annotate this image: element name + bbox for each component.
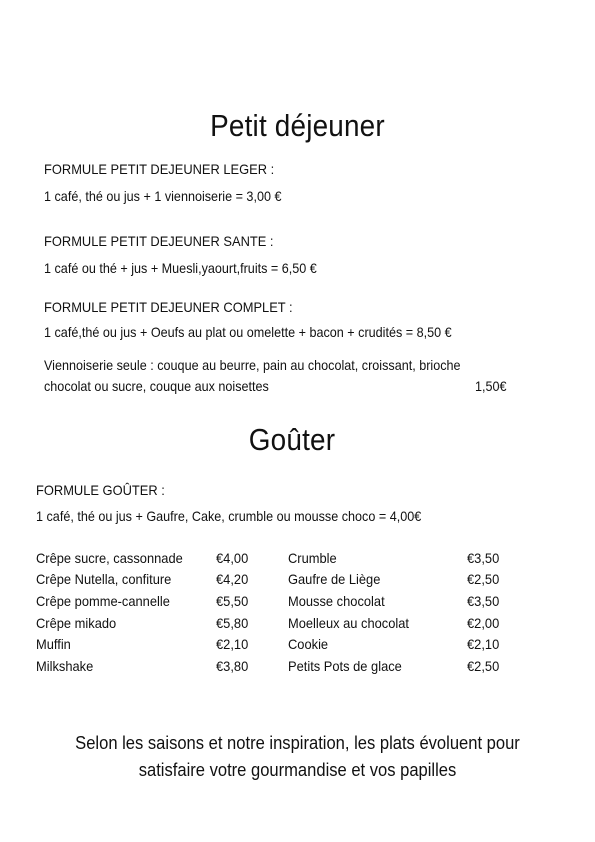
formula-title-leger: FORMULE PETIT DEJEUNER LEGER : (44, 161, 275, 177)
menu-item-price: €2,00 (467, 615, 500, 631)
menu-item-name: Cookie (288, 636, 329, 652)
menu-item-price: €4,00 (216, 550, 249, 566)
footer-line-1: Selon les saisons et notre inspiration, les plats évoluent pour (75, 733, 520, 753)
menu-item-name: Crêpe Nutella, confiture (36, 571, 172, 587)
viennoiserie-line-1: Viennoiserie seule : couque au beurre, pain au chocolat, croissant, brioche (44, 357, 461, 373)
menu-item-price: €2,10 (467, 636, 500, 652)
menu-item-price: €5,50 (216, 593, 249, 609)
menu-item-price: €3,50 (467, 593, 500, 609)
viennoiserie-line-2: chocolat ou sucre, couque aux noisettes (44, 378, 269, 394)
menu-item-name: Muffin (36, 636, 71, 652)
formula-description-gouter: 1 café, thé ou jus + Gaufre, Cake, crumble ou mousse choco = 4,00€ (36, 508, 422, 524)
formula-title-complet: FORMULE PETIT DEJEUNER COMPLET : (44, 299, 293, 315)
formula-description-leger: 1 café, thé ou jus + 1 viennoiserie = 3,00 € (44, 188, 282, 204)
menu-item-name: Crumble (288, 550, 337, 566)
section-title-petit-dejeuner: Petit déjeuner (210, 108, 385, 143)
formula-title-gouter: FORMULE GOÛTER : (36, 482, 165, 498)
footer-line-2: satisfaire votre gourmandise et vos papilles (138, 760, 457, 780)
menu-item-name: Milkshake (36, 658, 94, 674)
menu-item-price: €2,50 (467, 658, 500, 674)
menu-item-price: €4,20 (216, 571, 249, 587)
formula-description-complet: 1 café,thé ou jus + Oeufs au plat ou omelette + bacon + crudités = 8,50 € (44, 324, 452, 340)
menu-item-price: €3,50 (467, 550, 500, 566)
menu-item-name: Crêpe mikado (36, 615, 117, 631)
formula-title-sante: FORMULE PETIT DEJEUNER SANTE : (44, 233, 274, 249)
menu-item-price: €5,80 (216, 615, 249, 631)
menu-item-name: Gaufre de Liège (288, 571, 381, 587)
menu-item-name: Crêpe sucre, cassonnade (36, 550, 183, 566)
menu-item-name: Petits Pots de glace (288, 658, 402, 674)
menu-item-price: €3,80 (216, 658, 249, 674)
menu-item-price: €2,10 (216, 636, 249, 652)
menu-item-price: €2,50 (467, 571, 500, 587)
section-title-gouter: Goûter (248, 422, 336, 457)
formula-description-sante: 1 café ou thé + jus + Muesli,yaourt,fruits = 6,50 € (44, 260, 317, 276)
viennoiserie-price: 1,50€ (475, 378, 507, 394)
menu-item-name: Mousse chocolat (288, 593, 385, 609)
menu-item-name: Moelleux au chocolat (288, 615, 410, 631)
menu-item-name: Crêpe pomme-cannelle (36, 593, 170, 609)
